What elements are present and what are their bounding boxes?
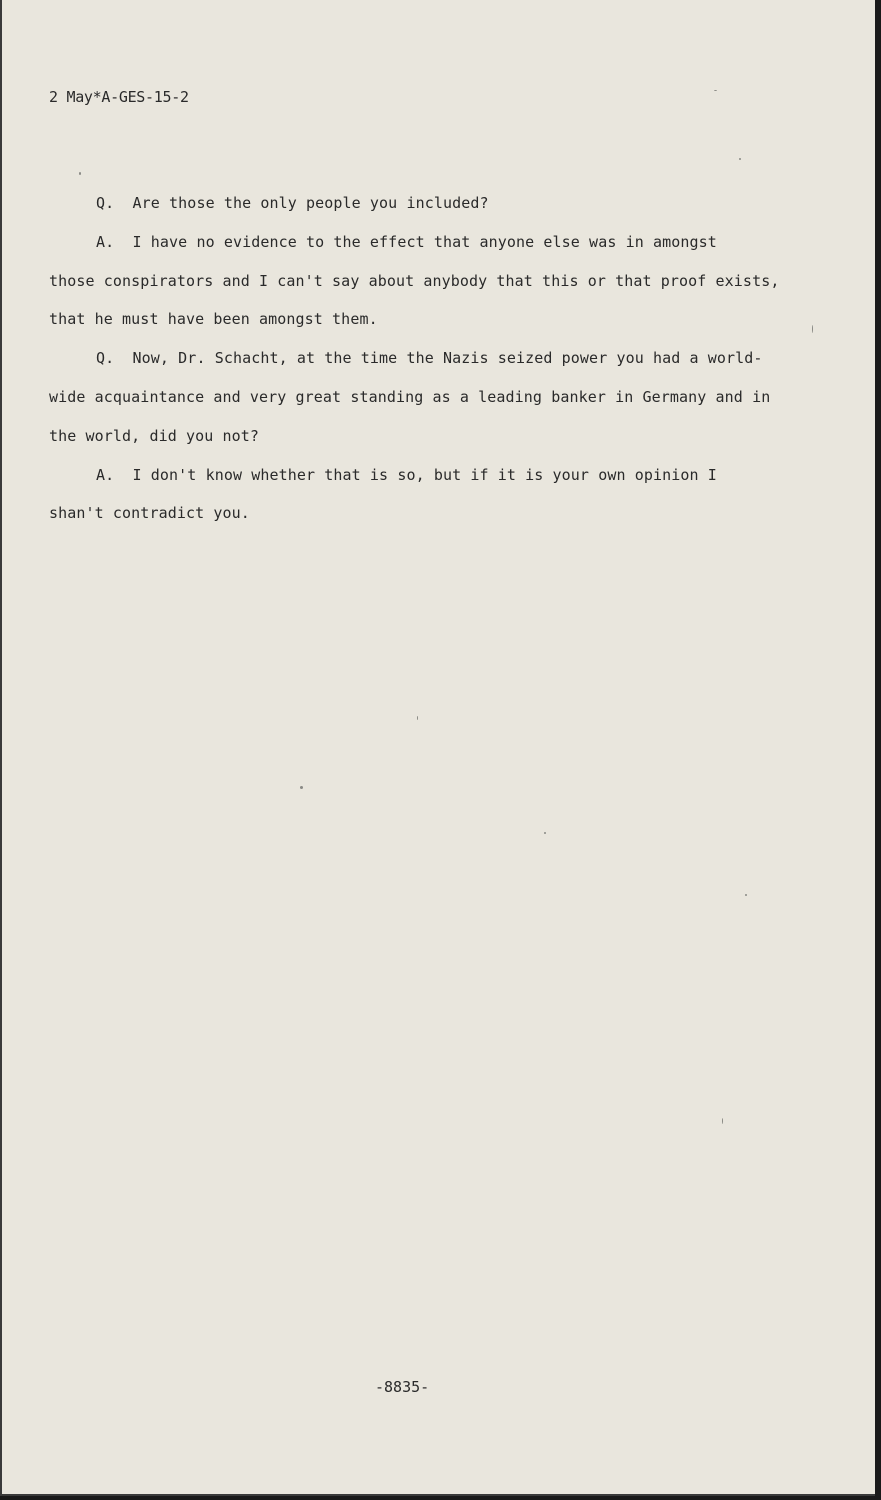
paper-speck bbox=[745, 894, 747, 896]
answer-continuation-line: shan't contradict you. bbox=[49, 504, 250, 523]
paper-speck bbox=[417, 716, 418, 720]
question-line: Q. Now, Dr. Schacht, at the time the Nazis seized power you had a world- bbox=[96, 349, 763, 368]
paper-speck bbox=[300, 786, 303, 789]
answer-line: A. I don't know whether that is so, but if it is your own opinion I bbox=[96, 465, 717, 484]
paper-speck bbox=[812, 325, 813, 333]
paper-speck bbox=[739, 158, 741, 160]
paper-speck bbox=[544, 832, 546, 834]
paper-speck bbox=[79, 172, 81, 175]
paper-speck bbox=[714, 90, 717, 91]
answer-continuation-line: those conspirators and I can't say about anybody that this or that proof exists, bbox=[49, 271, 780, 290]
question-continuation-line: wide acquaintance and very great standing as a leading banker in Germany and in bbox=[49, 387, 771, 406]
question-continuation-line: the world, did you not? bbox=[49, 426, 260, 445]
transcript-body bbox=[49, 184, 829, 533]
question-line: Q. Are those the only people you included? bbox=[96, 194, 489, 212]
answer-continuation-line: that he must have been amongst them. bbox=[49, 310, 378, 329]
answer-line: A. I have no evidence to the effect that anyone else was in amongst bbox=[96, 232, 717, 251]
document-reference-header: 2 May*A-GES-15-2 bbox=[49, 88, 189, 106]
page-number: -8835- bbox=[375, 1378, 430, 1396]
paper-speck bbox=[722, 1118, 723, 1124]
